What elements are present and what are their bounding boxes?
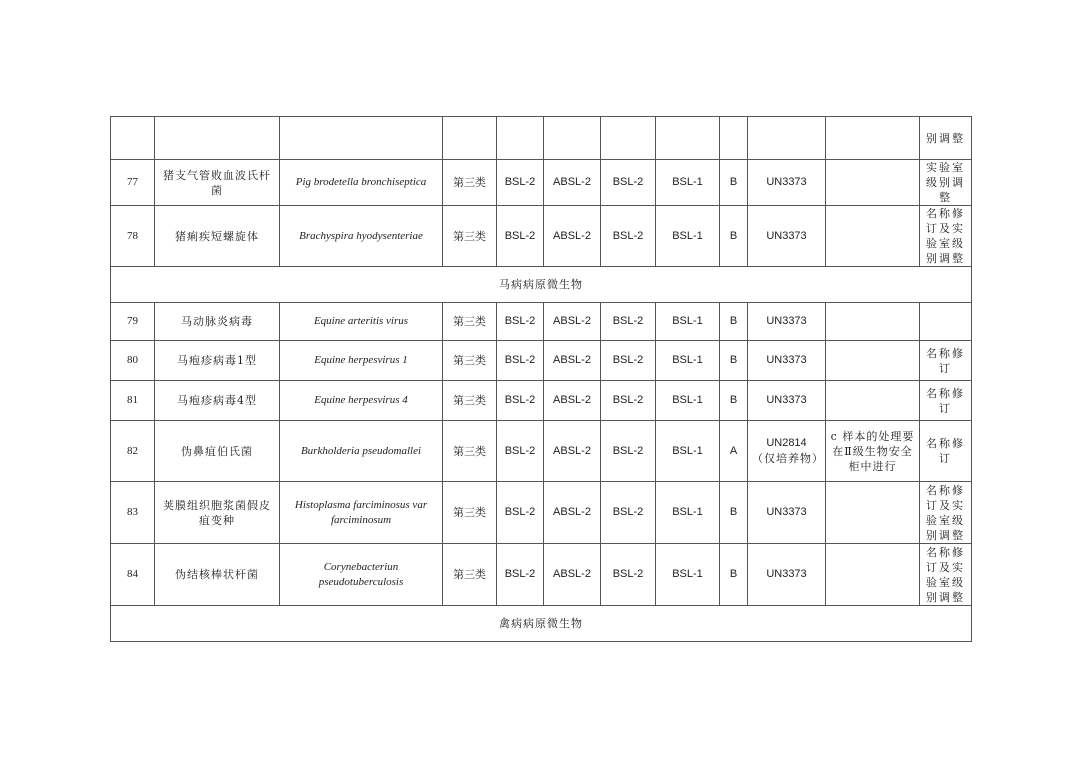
lab-level-bsl: BSL-2 (497, 482, 544, 544)
cell-empty (748, 117, 826, 160)
remark-cell: 名称修订 (920, 341, 972, 381)
transport-category: B (720, 381, 748, 421)
chinese-name: 猪支气管败血波氏杆菌 (155, 160, 280, 206)
cell-empty (111, 117, 155, 160)
cell-empty (544, 117, 601, 160)
row-number: 77 (111, 160, 155, 206)
chinese-name: 伪结核棒状杆菌 (155, 544, 280, 606)
latin-name: Histoplasma farciminosus var farciminosum (280, 482, 443, 544)
latin-name: Pig brodetella bronchiseptica (280, 160, 443, 206)
un-code: UN3373 (766, 394, 807, 406)
lab-level-bsl-3: BSL-1 (656, 381, 720, 421)
un-number (748, 421, 826, 482)
note-cell (826, 160, 920, 206)
cell-empty (155, 117, 280, 160)
remark-cell (920, 303, 972, 341)
transport-category: A (720, 421, 748, 482)
un-number (748, 206, 826, 267)
row-number: 82 (111, 421, 155, 482)
lab-level-bsl: BSL-2 (497, 341, 544, 381)
lab-level-bsl-2: BSL-2 (601, 381, 656, 421)
un-number (748, 160, 826, 206)
remark-cell: 别调整 (920, 117, 972, 160)
section-row (111, 606, 972, 642)
remark-cell: 名称修订 (920, 421, 972, 482)
pathogen-table (110, 116, 972, 642)
table-row (111, 206, 972, 267)
transport-category: B (720, 160, 748, 206)
lab-level-absl: ABSL-2 (544, 544, 601, 606)
remark-cell: 名称修订及实验室级别调整 (920, 482, 972, 544)
lab-level-bsl: BSL-2 (497, 421, 544, 482)
chinese-name: 猪痢疾短螺旋体 (155, 206, 280, 267)
un-number (748, 544, 826, 606)
un-code: UN3373 (766, 176, 807, 188)
un-number (748, 341, 826, 381)
lab-level-bsl-2: BSL-2 (601, 544, 656, 606)
lab-level-bsl-2: BSL-2 (601, 160, 656, 206)
un-code: UN3373 (766, 229, 807, 242)
latin-name: Equine herpesvirus 4 (280, 381, 443, 421)
un-number (748, 381, 826, 421)
lab-level-absl: ABSL-2 (544, 482, 601, 544)
table-row (111, 341, 972, 381)
row-number: 84 (111, 544, 155, 606)
lab-level-bsl-3: BSL-1 (656, 303, 720, 341)
lab-level-bsl-3: BSL-1 (656, 206, 720, 267)
table-row (111, 303, 972, 341)
latin-name: Burkholderia pseudomallei (280, 421, 443, 482)
cell-empty (443, 117, 497, 160)
row-number: 78 (111, 206, 155, 267)
latin-name: Equine herpesvirus 1 (280, 341, 443, 381)
lab-level-absl: ABSL-2 (544, 206, 601, 267)
cell-empty (280, 117, 443, 160)
row-number: 83 (111, 482, 155, 544)
lab-level-bsl-3: BSL-1 (656, 421, 720, 482)
transport-category: B (720, 482, 748, 544)
note-cell (826, 482, 920, 544)
row-number: 81 (111, 381, 155, 421)
lab-level-absl: ABSL-2 (544, 160, 601, 206)
note-cell (826, 544, 920, 606)
lab-level-absl: ABSL-2 (544, 303, 601, 341)
cell-empty (826, 117, 920, 160)
lab-level-bsl: BSL-2 (497, 303, 544, 341)
un-code: UN3373 (766, 506, 807, 518)
lab-level-bsl-3: BSL-1 (656, 482, 720, 544)
hazard-class: 第三类 (443, 381, 497, 421)
latin-name: Corynebacteriun pseudotuberculosis (280, 544, 443, 606)
chinese-name: 伪鼻疽伯氏菌 (155, 421, 280, 482)
note-cell: c 样本的处理要在Ⅱ级生物安全柜中进行 (826, 421, 920, 482)
transport-category: B (720, 206, 748, 267)
lab-level-bsl-2: BSL-2 (601, 482, 656, 544)
lab-level-bsl-2: BSL-2 (601, 303, 656, 341)
un-code: UN3373 (766, 354, 807, 366)
cell-empty (497, 117, 544, 160)
latin-name: Brachyspira hyodysenteriae (280, 206, 443, 267)
remark-cell: 名称修订及实验室级别调整 (920, 206, 972, 267)
note-cell (826, 341, 920, 381)
lab-level-bsl: BSL-2 (497, 206, 544, 267)
remark-cell: 名称修订及实验室级别调整 (920, 544, 972, 606)
un-code: UN3373 (766, 568, 807, 580)
hazard-class: 第三类 (443, 482, 497, 544)
transport-category: B (720, 341, 748, 381)
hazard-class: 第三类 (443, 303, 497, 341)
lab-level-bsl-2: BSL-2 (601, 206, 656, 267)
note-cell (826, 206, 920, 267)
lab-level-bsl-3: BSL-1 (656, 341, 720, 381)
section-heading: 禽病病原微生物 (111, 606, 972, 642)
cell-empty (656, 117, 720, 160)
row-number: 80 (111, 341, 155, 381)
lab-level-bsl: BSL-2 (497, 544, 544, 606)
section-row (111, 267, 972, 303)
hazard-class: 第三类 (443, 421, 497, 482)
lab-level-bsl-3: BSL-1 (656, 160, 720, 206)
un-note: （仅培养物） (752, 452, 824, 465)
lab-level-bsl-2: BSL-2 (601, 341, 656, 381)
section-heading: 马病病原微生物 (111, 267, 972, 303)
lab-level-bsl-3: BSL-1 (656, 544, 720, 606)
table-row (111, 160, 972, 206)
table-row (111, 381, 972, 421)
hazard-class: 第三类 (443, 341, 497, 381)
lab-level-absl: ABSL-2 (544, 421, 601, 482)
lab-level-absl: ABSL-2 (544, 381, 601, 421)
chinese-name: 马疱疹病毒4型 (155, 381, 280, 421)
note-cell (826, 381, 920, 421)
un-number (748, 482, 826, 544)
un-code: UN2814 (766, 437, 807, 449)
table-row (111, 482, 972, 544)
table-row (111, 544, 972, 606)
row-number: 79 (111, 303, 155, 341)
latin-name: Equine arteritis virus (280, 303, 443, 341)
un-code: UN3373 (766, 315, 807, 327)
chinese-name: 马动脉炎病毒 (155, 303, 280, 341)
cell-empty (720, 117, 748, 160)
hazard-class: 第三类 (443, 160, 497, 206)
hazard-class: 第三类 (443, 206, 497, 267)
table-row (111, 421, 972, 482)
un-number (748, 303, 826, 341)
remark-cell: 名称修订 (920, 381, 972, 421)
lab-level-bsl: BSL-2 (497, 381, 544, 421)
hazard-class: 第三类 (443, 544, 497, 606)
chinese-name: 荚膜组织胞浆菌假皮疽变种 (155, 482, 280, 544)
table-row-continued (111, 117, 972, 160)
cell-empty (601, 117, 656, 160)
note-cell (826, 303, 920, 341)
lab-level-absl: ABSL-2 (544, 341, 601, 381)
lab-level-bsl: BSL-2 (497, 160, 544, 206)
chinese-name: 马疱疹病毒1型 (155, 341, 280, 381)
lab-level-bsl-2: BSL-2 (601, 421, 656, 482)
transport-category: B (720, 303, 748, 341)
remark-cell: 实验室级别调整 (920, 160, 972, 206)
transport-category: B (720, 544, 748, 606)
